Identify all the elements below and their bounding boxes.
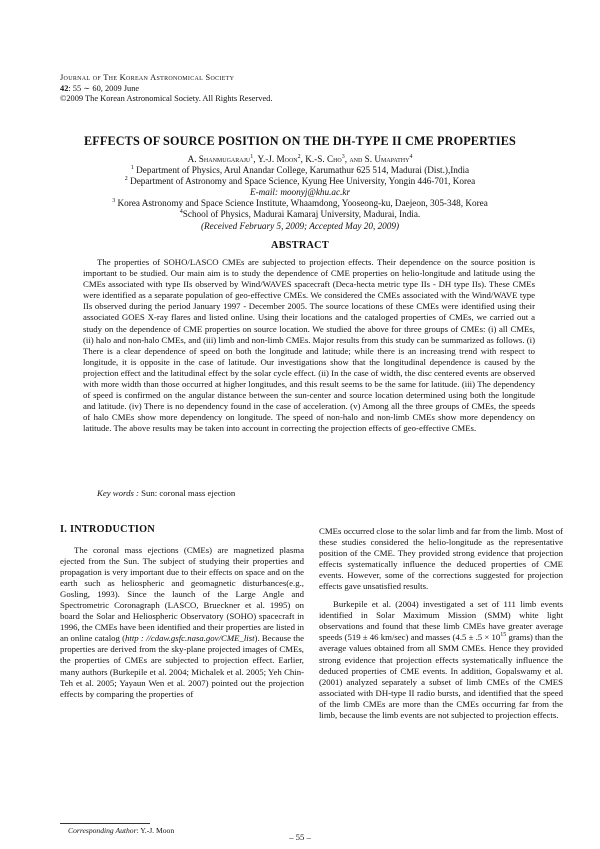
intro-p3-text-b: grams) than the average values obtained from all SMM CMEs. Hence they provided strong evidence that projection effects systematically influence the deduced properties of CME events. In addition, Gopalswamy et al. (2001) analyzed separately a subset of limb CMEs of the CMES associated with DH-type II radio bursts, and identified that the speed of the limb CMEs are more than the CMEs occurring far from the limb, because the limb events are not subjected to projection effects. bbox=[319, 632, 563, 720]
author-1-sup: 1 bbox=[250, 153, 254, 160]
author-3-sup: 3 bbox=[341, 153, 345, 160]
affiliation-4 bbox=[0, 209, 600, 220]
affiliation-3-text: Korea Astronomy and Space Science Institute, Whaamdong, Yooseong-ku, Daejeon, 305-348, Korea bbox=[115, 198, 488, 209]
column-right bbox=[319, 526, 563, 721]
paper-title: EFFECTS OF SOURCE POSITION ON THE DH-TYPE II CME PROPERTIES bbox=[83, 134, 516, 148]
intro-text-b: ). Because the properties are derived from the sky-plane projected images of CMEs, the properties of CMEs are subjected to projection effect. Earlier, many authors (Burkepile et al. 2004; Michalek et al. 2005; Yeh Chin-Teh et al. 2005; Yayaun Wen et al. 2007) pointed out the projection effects by comparing the properties of bbox=[60, 633, 304, 699]
intro-text-a: The coronal mass ejections (CMEs) are magnetized plasma ejected from the Sun. The subject of studying their properties and propagation is very important due to their effects on space and on the earth such as heliospheric and geomagnetic disturbances(e.g., Gosling, 1993). Since the launch of the Large Angle and Spectrometric Coronagraph (LASCO, Brueckner et al. 1995) on board the Solar and Heliospheric Observatory (SOHO) spacecraft in 1996, the CMEs have been identified and their properties are listed in an online catalog ( bbox=[60, 545, 304, 644]
footnote-value: : Y.-J. Moon bbox=[136, 826, 175, 835]
author-3: , K.-S. Cho bbox=[300, 154, 342, 164]
affiliation-3 bbox=[0, 198, 600, 209]
abstract-heading: ABSTRACT bbox=[271, 240, 329, 251]
journal-volume-line bbox=[60, 84, 272, 95]
affiliation-1-text: Department of Physics, Arul Anandar College, Karumathur 625 514, Madurai (Dist.),India bbox=[133, 165, 470, 176]
affiliation-2-text: Department of Astronomy and Space Science, Kyung Hee University, Yongin 446-701, Korea bbox=[127, 176, 476, 187]
journal-header bbox=[60, 73, 272, 105]
intro-paragraph-1 bbox=[60, 545, 304, 700]
keywords bbox=[97, 488, 235, 498]
affiliation-1-sup: 1 bbox=[130, 165, 134, 172]
keywords-label: Key words : bbox=[97, 488, 139, 498]
journal-volume: 42 bbox=[60, 83, 69, 93]
affiliation-4-text: School of Physics, Madurai Kamaraj University, Madurai, India. bbox=[182, 209, 421, 220]
author-email: E-mail: moonyj@khu.ac.kr bbox=[249, 187, 351, 198]
affiliation-1 bbox=[0, 165, 600, 176]
intro-p3-text-a: Burkepile et al. (2004) investigated a set of 111 limb events identified in Solar Maximum Mission (SMM) white light observations and found that these limb CMEs have greater average speeds (519 ± 46 km/sec) and masses (4.5 ± .5 × 10 bbox=[319, 599, 563, 643]
affiliation-4-sup: 4 bbox=[179, 209, 183, 216]
author-names bbox=[0, 154, 600, 165]
author-block bbox=[0, 154, 600, 232]
intro-paragraph-2: CMEs occurred close to the solar limb and far from the limb. Most of these studies considered the helio-longitude as the representative position of the CME. They provided strong evidence that projection effects systematically influence the deduced properties of CME events. However, some of the corrections suggested for projection effects gave unsatisfied results. bbox=[319, 526, 563, 592]
catalog-url[interactable]: http : //cdaw.gsfc.nasa.gov/CME_list bbox=[125, 633, 255, 644]
author-2: , Y.-J. Moon bbox=[253, 154, 298, 164]
journal-name: Journal of The Korean Astronomical Society bbox=[60, 73, 235, 82]
footnote-divider bbox=[60, 823, 150, 824]
footnote-label: Corresponding Author bbox=[68, 826, 137, 835]
journal-copyright: ©2009 The Korean Astronomical Society. All Rights Reserved. bbox=[60, 94, 273, 104]
intro-paragraph-3 bbox=[319, 599, 563, 721]
keywords-value: Sun: coronal mass ejection bbox=[138, 488, 236, 498]
author-4: , and S. Umapathy bbox=[344, 154, 410, 164]
column-left bbox=[60, 545, 304, 700]
journal-pages: : 55 ∼ 60, 2009 June bbox=[68, 83, 140, 93]
author-2-sup: 2 bbox=[297, 153, 301, 160]
received-dates: (Received February 5, 2009; Accepted May 20, 2009) bbox=[200, 220, 400, 231]
intro-p3-sup: 15 bbox=[500, 632, 507, 639]
author-4-sup: 4 bbox=[409, 153, 413, 160]
author-1: A. Shanmugaraju bbox=[187, 154, 251, 164]
affiliation-2 bbox=[0, 176, 600, 187]
section-heading-introduction: I. INTRODUCTION bbox=[60, 524, 156, 535]
affiliation-3-sup: 3 bbox=[112, 198, 116, 205]
abstract-text: The properties of SOHO/LASCO CMEs are subjected to projection effects. Their dependence on the source position is important to be studied. Our main aim is to study the dependence of CME properties on helio-longitude and latitude using the CMEs associated with type IIs observed by Wind/WAVES spacecraft (Deca-hecta metric type IIs - DH type IIs). These CMEs were identified as a separate population of geo-effective CMEs. We considered the CMEs associated with the Wind/WAVE type IIs observed during the period January 1997 - December 2005. The source locations of these CMEs were identified using their associated GOES X-ray flares and listed online. Using their locations and the cataloged properties of CMEs, we carried out a study on the dependence of CME properties on source location. We studied the above for three groups of CMEs: (i) all CMEs, (ii) halo and non-halo CMEs, and (iii) limb and non-limb CMEs. Major results from this study can be summarized as follows. (i) There is a clear dependence of speed on both the longitude and latitude; while there is an increasing trend with respect to longitude, it is opposite in the case of latitude. Our investigations show that the longitudinal dependence is caused by the projection effect and the latitudinal effect by the solar cycle effect. (ii) In the case of width, the disc centered events are observed with more width than those occurred at higher longitudes, and this result seems to be the same for latitude. (iii) The dependency of speed is confirmed on the angular distance between the sun-center and source location determined using both the longitude and latitude. (iv) There is no dependency found in the case of acceleration. (v) Among all the three groups of CMEs, the speeds of halo CMEs show more dependency on longitude. The speed of non-halo and non-limb CMEs show more dependency on latitude. The above results may be taken into account in correcting the projection effects of geo-effective CMEs. bbox=[83, 257, 535, 434]
page-number: – 55 – bbox=[289, 832, 311, 842]
affiliation-2-sup: 2 bbox=[124, 176, 128, 183]
